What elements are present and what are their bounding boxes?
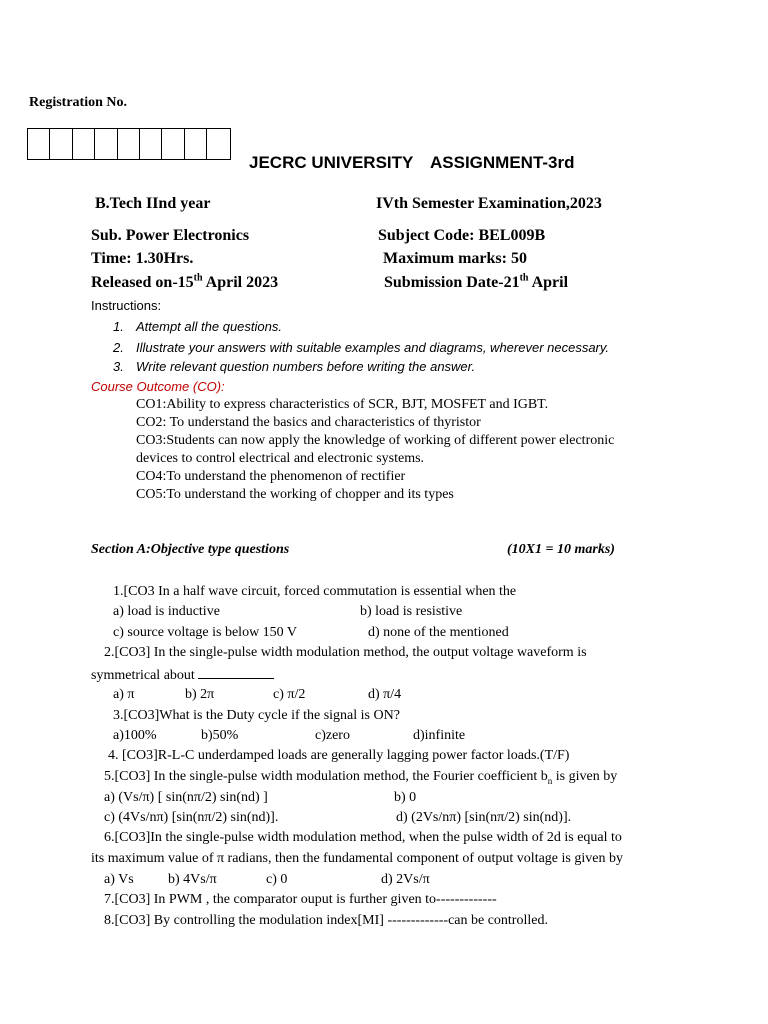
question-2-continued: symmetrical about <box>91 666 274 684</box>
registration-digit-box[interactable] <box>95 129 117 159</box>
registration-digit-box[interactable] <box>73 129 95 159</box>
registration-label: Registration No. <box>29 95 127 110</box>
option-b: b) 2π <box>185 687 215 702</box>
option-d: d) 2Vs/π <box>381 872 430 887</box>
option-a: a)100% <box>113 728 157 743</box>
option-a: a) π <box>113 687 135 702</box>
course-outcome-heading: Course Outcome (CO): <box>91 379 225 394</box>
question-7: 7.[CO3] In PWM , the comparator ouput is further given to------------- <box>104 892 497 907</box>
instruction-item: Write relevant question numbers before writing the answer. <box>136 359 476 374</box>
option-c: c) source voltage is below 150 V <box>113 625 298 640</box>
instruction-item: Attempt all the questions. <box>136 319 282 334</box>
course-outcome-line: devices to control electrical and electronic systems. <box>136 451 425 466</box>
question-6-continued: its maximum value of π radians, then the fundamental component of output voltage is given by <box>91 851 623 866</box>
option-a: a) Vs <box>104 872 134 887</box>
question-4: 4. [CO3]R-L-C underdamped loads are generally lagging power factor loads.(T/F) <box>108 748 570 763</box>
section-marks: (10X1 = 10 marks) <box>507 542 615 557</box>
option-d: d)infinite <box>413 728 466 743</box>
option-c: c) (4Vs/nπ) [sin(nπ/2) sin(nd)]. <box>104 810 279 825</box>
instruction-number: 2. <box>113 340 124 355</box>
course-outcome-line: CO3:Students can now apply the knowledge of working of different power electronic <box>136 433 615 448</box>
answer-blank <box>198 666 274 679</box>
option-c: c)zero <box>315 728 350 743</box>
option-d: d) none of the mentioned <box>368 625 509 640</box>
registration-digit-box[interactable] <box>140 129 162 159</box>
registration-digit-box[interactable] <box>50 129 72 159</box>
course-outcome-line: CO2: To understand the basics and characteristics of thyristor <box>136 415 481 430</box>
question-6: 6.[CO3]In the single-pulse width modulation method, when the pulse width of 2d is equal to <box>104 830 622 845</box>
question-8: 8.[CO3] By controlling the modulation index[MI] -------------can be controlled. <box>104 913 548 928</box>
question-1: 1.[CO3 In a half wave circuit, forced commutation is essential when the <box>113 584 517 599</box>
registration-digit-box[interactable] <box>162 129 184 159</box>
university-name: JECRC UNIVERSITY <box>249 153 414 172</box>
option-a: a) load is inductive <box>113 604 220 619</box>
option-b: b) 0 <box>394 790 417 805</box>
option-d: d) π/4 <box>368 687 402 702</box>
option-d: d) (2Vs/nπ) [sin(nπ/2) sin(nd)]. <box>396 810 572 825</box>
question-5: 5.[CO3] In the single-pulse width modulation method, the Fourier coefficient $b_n$ is given by <box>104 769 618 786</box>
registration-digit-box[interactable] <box>28 129 50 159</box>
registration-number-boxes[interactable] <box>27 128 231 160</box>
option-c: c) π/2 <box>273 687 306 702</box>
course-outcome-line: CO4:To understand the phenomenon of rectifier <box>136 469 406 484</box>
program-year: B.Tech IInd year <box>95 195 211 212</box>
option-b: b)50% <box>201 728 239 743</box>
course-outcome-line: CO1:Ability to express characteristics of SCR, BJT, MOSFET and IGBT. <box>136 397 549 412</box>
option-c: c) 0 <box>266 872 288 887</box>
registration-digit-box[interactable] <box>207 129 229 159</box>
release-date: Released on-15th April 2023 <box>91 272 279 291</box>
registration-digit-box[interactable] <box>118 129 140 159</box>
exam-time: Time: 1.30Hrs. <box>91 250 194 267</box>
question-2: 2.[CO3] In the single-pulse width modulation method, the output voltage waveform is <box>104 645 587 660</box>
instruction-number: 3. <box>113 359 124 374</box>
option-b: b) 4Vs/π <box>168 872 217 887</box>
question-3: 3.[CO3]What is the Duty cycle if the signal is ON? <box>113 708 400 723</box>
subject-code: Subject Code: BEL009B <box>378 227 546 244</box>
maximum-marks: Maximum marks: 50 <box>383 250 527 267</box>
semester-exam: IVth Semester Examination,2023 <box>376 195 602 212</box>
course-outcome-line: CO5:To understand the working of chopper and its types <box>136 487 454 502</box>
assignment-title: ASSIGNMENT-3rd <box>430 153 575 172</box>
submission-date: Submission Date-21th April <box>384 272 569 291</box>
registration-digit-box[interactable] <box>185 129 207 159</box>
option-b: b) load is resistive <box>360 604 463 619</box>
instruction-number: 1. <box>113 319 124 334</box>
instruction-item: Illustrate your answers with suitable examples and diagrams, wherever necessary. <box>136 340 610 355</box>
section-title: Section A:Objective type questions <box>91 542 290 557</box>
instructions-heading: Instructions: <box>91 298 162 313</box>
option-a: a) (Vs/π) [ sin(nπ/2) sin(nd) ] <box>104 790 268 805</box>
subject-name: Sub. Power Electronics <box>91 227 250 244</box>
